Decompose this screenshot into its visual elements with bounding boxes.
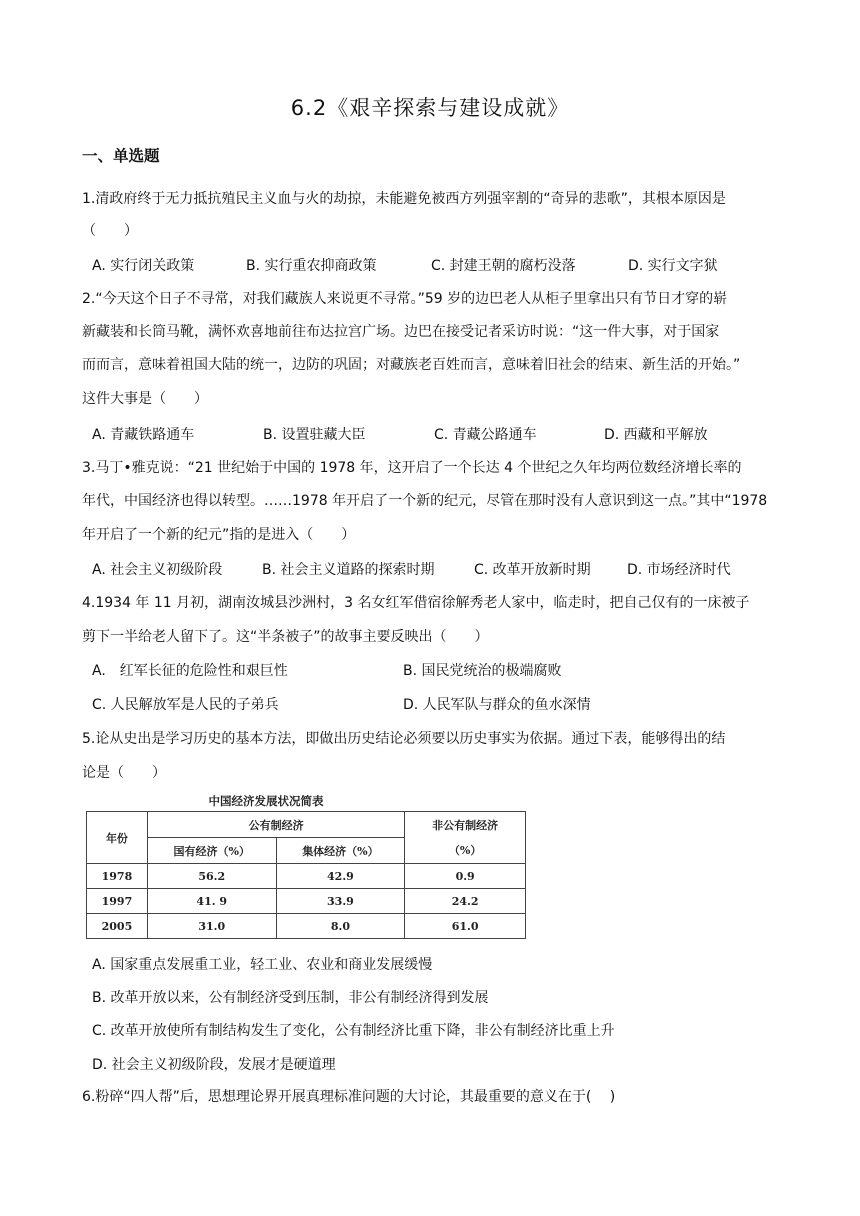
table-row <box>87 914 526 939</box>
header-nonpublic: 非公有制经济 <box>405 812 526 838</box>
q5-option-c[interactable]: C. 改革开放使所有制结构发生了变化，公有制经济比重下降，非公有制经济比重上升 <box>92 1023 615 1039</box>
q4-option-b[interactable]: B. 国民党统治的极端腐败 <box>403 663 562 679</box>
economy-table-image <box>86 793 526 941</box>
question-5-text: 5.论从史出是学习历史的基本方法，即做出历史结论必须要以历史事实为依据。通过下表，能够得出的结 <box>82 731 726 747</box>
table-row <box>87 864 526 889</box>
q1-option-b[interactable]: B. 实行重农抑商政策 <box>246 258 377 274</box>
q4-option-d[interactable]: D. 人民军队与群众的鱼水深情 <box>403 697 591 713</box>
header-collective: 集体经济（%） <box>276 838 405 864</box>
question-4-text-cont: 剪下一半给老人留下了。这“半条被子”的故事主要反映出（ ） <box>82 629 489 645</box>
q1-option-c[interactable]: C. 封建王朝的腐朽没落 <box>431 258 576 274</box>
page-title: 6.2《艰辛探索与建设成就》 <box>290 96 570 120</box>
q5-option-d[interactable]: D. 社会主义初级阶段，发展才是硬道理 <box>92 1057 336 1073</box>
question-2-text-cont: 新藏装和长筒马靴，满怀欢喜地前往布达拉宫广场。边巴在接受记者采访时说：“这一件大事，对于国家 <box>82 324 720 340</box>
question-1-text: 1.清政府终于无力抵抗殖民主义血与火的劫掠，未能避免被西方列强宰割的“奇异的悲歌”，其根本原因是 <box>82 191 726 207</box>
q4-option-c[interactable]: C. 人民解放军是人民的子弟兵 <box>92 697 279 713</box>
table-caption: 中国经济发展状况简表 <box>208 794 324 808</box>
economy-table <box>86 811 526 939</box>
q5-option-b[interactable]: B. 改革开放以来，公有制经济受到压制，非公有制经济得到发展 <box>92 990 489 1006</box>
section-heading: 一、单选题 <box>82 147 160 165</box>
q2-option-d[interactable]: D. 西藏和平解放 <box>604 427 708 443</box>
header-pct: （%） <box>405 838 526 864</box>
header-state: 国有经济（%） <box>147 838 276 864</box>
q2-option-b[interactable]: B. 设置驻藏大臣 <box>263 427 366 443</box>
question-4-text: 4.1934 年 11 月初，湖南汝城县沙洲村，3 名女红军借宿徐解秀老人家中，临走时，把自己仅有的一床被子 <box>82 595 750 611</box>
question-3-text-cont: 年代，中国经济也得以转型。……1978 年开启了一个新的纪元，尽管在那时没有人意识到这一点。”其中“1978 <box>82 493 768 509</box>
q1-option-d[interactable]: D. 实行文字狱 <box>628 258 718 274</box>
cell-state: 31.0 <box>147 914 276 939</box>
q3-option-b[interactable]: B. 社会主义道路的探索时期 <box>262 562 435 578</box>
cell-state: 41. 9 <box>147 889 276 914</box>
question-2-text-cont: 这件大事是（ ） <box>82 391 208 407</box>
cell-year: 2005 <box>87 914 148 939</box>
q2-option-c[interactable]: C. 青藏公路通车 <box>434 427 537 443</box>
cell-nonpublic: 0.9 <box>405 864 526 889</box>
cell-nonpublic: 24.2 <box>405 889 526 914</box>
cell-year: 1997 <box>87 889 148 914</box>
cell-collective: 42.9 <box>276 864 405 889</box>
q1-option-a[interactable]: A. 实行闭关政策 <box>92 258 195 274</box>
question-6-text: 6.粉碎“四人帮”后，思想理论界开展真理标准问题的大讨论，其最重要的意义在于( ) <box>82 1089 616 1105</box>
question-1-text-cont: （ ） <box>82 223 138 239</box>
cell-state: 56.2 <box>147 864 276 889</box>
q3-option-d[interactable]: D. 市场经济时代 <box>627 562 731 578</box>
header-year: 年份 <box>87 812 148 864</box>
q3-option-a[interactable]: A. 社会主义初级阶段 <box>92 562 223 578</box>
cell-collective: 8.0 <box>276 914 405 939</box>
cell-year: 1978 <box>87 864 148 889</box>
table-row <box>87 889 526 914</box>
question-2-text: 2.“今天这个日子不寻常，对我们藏族人来说更不寻常。”59 岁的边巴老人从柜子里拿出只有节日才穿的崭 <box>82 291 728 307</box>
cell-nonpublic: 61.0 <box>405 914 526 939</box>
question-3-text: 3.马丁•雅克说：“21 世纪始于中国的 1978 年，这开启了一个长达 4 个世纪之久年均两位数经济增长率的 <box>82 460 742 476</box>
q3-option-c[interactable]: C. 改革开放新时期 <box>474 562 591 578</box>
cell-collective: 33.9 <box>276 889 405 914</box>
q4-option-a[interactable]: A. 红军长征的危险性和艰巨性 <box>92 663 288 679</box>
q2-option-a[interactable]: A. 青藏铁路通车 <box>92 427 195 443</box>
question-2-text-cont: 而而言，意味着祖国大陆的统一，边防的巩固；对藏族老百姓而言，意味着旧社会的结束、新生活的开始。” <box>82 357 741 373</box>
question-3-text-cont: 年开启了一个新的纪元”指的是进入（ ） <box>82 527 356 543</box>
q5-option-a[interactable]: A. 国家重点发展重工业，轻工业、农业和商业发展缓慢 <box>92 957 433 973</box>
question-5-text-cont: 论是（ ） <box>82 765 166 781</box>
header-public: 公有制经济 <box>147 812 404 838</box>
